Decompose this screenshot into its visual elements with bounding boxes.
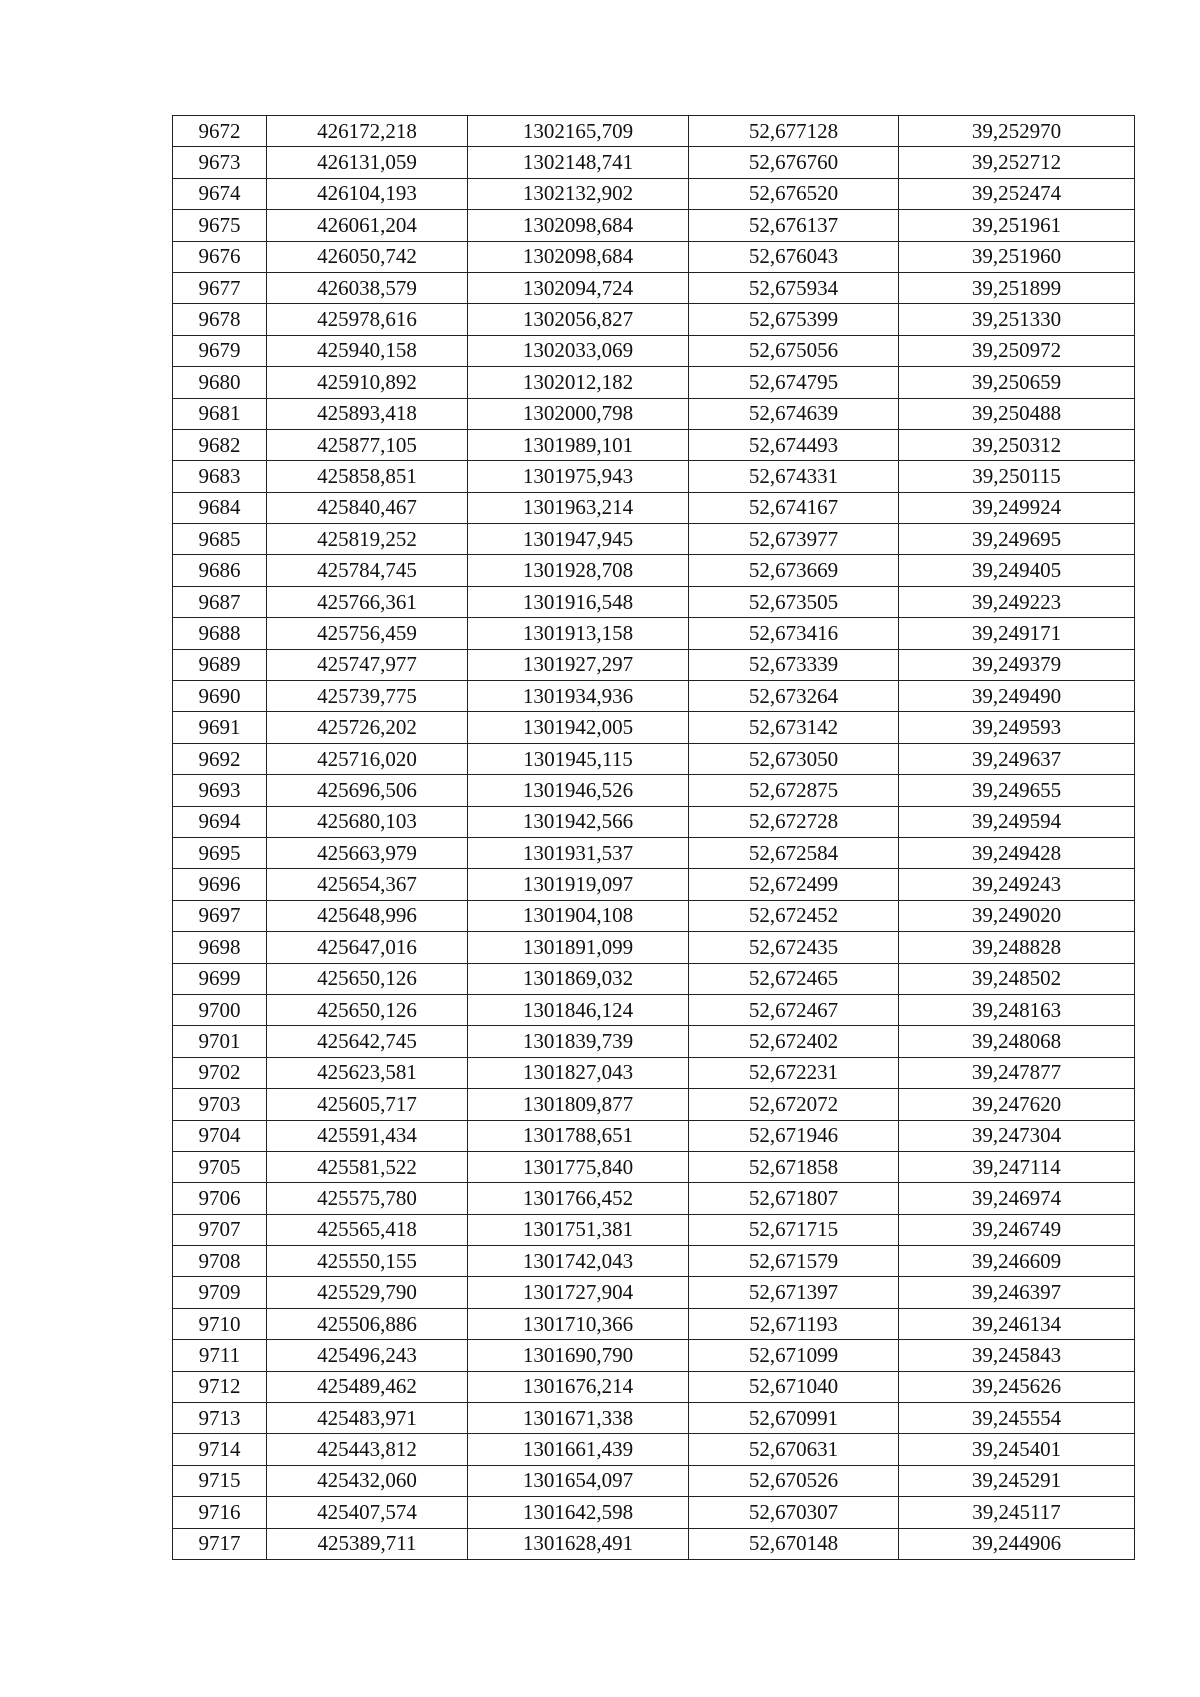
- latitude-cell: 52,673669: [689, 555, 899, 586]
- longitude-cell: 39,251899: [899, 272, 1135, 303]
- coordinates-table: [172, 115, 1135, 1560]
- x-coordinate-cell: 425893,418: [267, 398, 468, 429]
- table-row: [173, 900, 1135, 931]
- latitude-cell: 52,672728: [689, 806, 899, 837]
- x-coordinate-cell: 425766,361: [267, 586, 468, 617]
- y-coordinate-cell: 1302012,182: [468, 367, 689, 398]
- point-number-cell: 9706: [173, 1183, 267, 1214]
- longitude-cell: 39,248163: [899, 994, 1135, 1025]
- x-coordinate-cell: 425642,745: [267, 1026, 468, 1057]
- y-coordinate-cell: 1301913,158: [468, 618, 689, 649]
- y-coordinate-cell: 1302033,069: [468, 335, 689, 366]
- longitude-cell: 39,246134: [899, 1308, 1135, 1339]
- latitude-cell: 52,672467: [689, 994, 899, 1025]
- y-coordinate-cell: 1301963,214: [468, 492, 689, 523]
- x-coordinate-cell: 425877,105: [267, 429, 468, 460]
- table-row: [173, 210, 1135, 241]
- latitude-cell: 52,672875: [689, 775, 899, 806]
- table-row: [173, 335, 1135, 366]
- latitude-cell: 52,670991: [689, 1403, 899, 1434]
- x-coordinate-cell: 425565,418: [267, 1214, 468, 1245]
- point-number-cell: 9688: [173, 618, 267, 649]
- y-coordinate-cell: 1301928,708: [468, 555, 689, 586]
- longitude-cell: 39,250312: [899, 429, 1135, 460]
- table-row: [173, 461, 1135, 492]
- y-coordinate-cell: 1301946,526: [468, 775, 689, 806]
- longitude-cell: 39,247304: [899, 1120, 1135, 1151]
- point-number-cell: 9694: [173, 806, 267, 837]
- point-number-cell: 9678: [173, 304, 267, 335]
- point-number-cell: 9705: [173, 1151, 267, 1182]
- y-coordinate-cell: 1301775,840: [468, 1151, 689, 1182]
- latitude-cell: 52,672465: [689, 963, 899, 994]
- x-coordinate-cell: 426104,193: [267, 178, 468, 209]
- x-coordinate-cell: 425581,522: [267, 1151, 468, 1182]
- table-row: [173, 932, 1135, 963]
- point-number-cell: 9686: [173, 555, 267, 586]
- longitude-cell: 39,248502: [899, 963, 1135, 994]
- table-row: [173, 1528, 1135, 1559]
- x-coordinate-cell: 425407,574: [267, 1497, 468, 1528]
- y-coordinate-cell: 1302094,724: [468, 272, 689, 303]
- table-row: [173, 681, 1135, 712]
- x-coordinate-cell: 425819,252: [267, 524, 468, 555]
- longitude-cell: 39,245291: [899, 1465, 1135, 1496]
- point-number-cell: 9690: [173, 681, 267, 712]
- longitude-cell: 39,249594: [899, 806, 1135, 837]
- y-coordinate-cell: 1301919,097: [468, 869, 689, 900]
- point-number-cell: 9698: [173, 932, 267, 963]
- longitude-cell: 39,247114: [899, 1151, 1135, 1182]
- longitude-cell: 39,252970: [899, 116, 1135, 147]
- latitude-cell: 52,670526: [689, 1465, 899, 1496]
- latitude-cell: 52,671807: [689, 1183, 899, 1214]
- latitude-cell: 52,672452: [689, 900, 899, 931]
- table-row: [173, 1403, 1135, 1434]
- point-number-cell: 9695: [173, 837, 267, 868]
- table-row: [173, 492, 1135, 523]
- point-number-cell: 9710: [173, 1308, 267, 1339]
- point-number-cell: 9703: [173, 1089, 267, 1120]
- y-coordinate-cell: 1301927,297: [468, 649, 689, 680]
- table-row: [173, 963, 1135, 994]
- latitude-cell: 52,671858: [689, 1151, 899, 1182]
- latitude-cell: 52,673416: [689, 618, 899, 649]
- longitude-cell: 39,249020: [899, 900, 1135, 931]
- longitude-cell: 39,250115: [899, 461, 1135, 492]
- longitude-cell: 39,247620: [899, 1089, 1135, 1120]
- longitude-cell: 39,250488: [899, 398, 1135, 429]
- y-coordinate-cell: 1301654,097: [468, 1465, 689, 1496]
- point-number-cell: 9681: [173, 398, 267, 429]
- y-coordinate-cell: 1302098,684: [468, 210, 689, 241]
- latitude-cell: 52,672435: [689, 932, 899, 963]
- table-row: [173, 712, 1135, 743]
- latitude-cell: 52,676043: [689, 241, 899, 272]
- y-coordinate-cell: 1301809,877: [468, 1089, 689, 1120]
- y-coordinate-cell: 1301751,381: [468, 1214, 689, 1245]
- x-coordinate-cell: 425784,745: [267, 555, 468, 586]
- longitude-cell: 39,245843: [899, 1340, 1135, 1371]
- x-coordinate-cell: 426050,742: [267, 241, 468, 272]
- point-number-cell: 9699: [173, 963, 267, 994]
- latitude-cell: 52,673264: [689, 681, 899, 712]
- latitude-cell: 52,673339: [689, 649, 899, 680]
- point-number-cell: 9673: [173, 147, 267, 178]
- x-coordinate-cell: 425910,892: [267, 367, 468, 398]
- latitude-cell: 52,670307: [689, 1497, 899, 1528]
- x-coordinate-cell: 425756,459: [267, 618, 468, 649]
- table-row: [173, 1214, 1135, 1245]
- longitude-cell: 39,252712: [899, 147, 1135, 178]
- x-coordinate-cell: 425647,016: [267, 932, 468, 963]
- x-coordinate-cell: 425840,467: [267, 492, 468, 523]
- point-number-cell: 9672: [173, 116, 267, 147]
- x-coordinate-cell: 425739,775: [267, 681, 468, 712]
- point-number-cell: 9701: [173, 1026, 267, 1057]
- y-coordinate-cell: 1301727,904: [468, 1277, 689, 1308]
- longitude-cell: 39,251330: [899, 304, 1135, 335]
- point-number-cell: 9714: [173, 1434, 267, 1465]
- latitude-cell: 52,672499: [689, 869, 899, 900]
- latitude-cell: 52,674493: [689, 429, 899, 460]
- point-number-cell: 9675: [173, 210, 267, 241]
- x-coordinate-cell: 425858,851: [267, 461, 468, 492]
- table-row: [173, 555, 1135, 586]
- latitude-cell: 52,672072: [689, 1089, 899, 1120]
- table-row: [173, 524, 1135, 555]
- point-number-cell: 9687: [173, 586, 267, 617]
- x-coordinate-cell: 425726,202: [267, 712, 468, 743]
- longitude-cell: 39,245626: [899, 1371, 1135, 1402]
- longitude-cell: 39,252474: [899, 178, 1135, 209]
- x-coordinate-cell: 426038,579: [267, 272, 468, 303]
- longitude-cell: 39,250972: [899, 335, 1135, 366]
- latitude-cell: 52,671193: [689, 1308, 899, 1339]
- longitude-cell: 39,249695: [899, 524, 1135, 555]
- x-coordinate-cell: 425389,711: [267, 1528, 468, 1559]
- table-row: [173, 1465, 1135, 1496]
- x-coordinate-cell: 425496,243: [267, 1340, 468, 1371]
- y-coordinate-cell: 1301676,214: [468, 1371, 689, 1402]
- point-number-cell: 9682: [173, 429, 267, 460]
- table-row: [173, 367, 1135, 398]
- y-coordinate-cell: 1301975,943: [468, 461, 689, 492]
- table-row: [173, 806, 1135, 837]
- table-row: [173, 1497, 1135, 1528]
- x-coordinate-cell: 425605,717: [267, 1089, 468, 1120]
- point-number-cell: 9709: [173, 1277, 267, 1308]
- longitude-cell: 39,248068: [899, 1026, 1135, 1057]
- y-coordinate-cell: 1301766,452: [468, 1183, 689, 1214]
- longitude-cell: 39,248828: [899, 932, 1135, 963]
- longitude-cell: 39,249405: [899, 555, 1135, 586]
- latitude-cell: 52,676137: [689, 210, 899, 241]
- point-number-cell: 9680: [173, 367, 267, 398]
- y-coordinate-cell: 1301869,032: [468, 963, 689, 994]
- x-coordinate-cell: 425506,886: [267, 1308, 468, 1339]
- y-coordinate-cell: 1301947,945: [468, 524, 689, 555]
- y-coordinate-cell: 1301690,790: [468, 1340, 689, 1371]
- x-coordinate-cell: 425650,126: [267, 963, 468, 994]
- longitude-cell: 39,249171: [899, 618, 1135, 649]
- y-coordinate-cell: 1301931,537: [468, 837, 689, 868]
- table-row: [173, 1057, 1135, 1088]
- point-number-cell: 9717: [173, 1528, 267, 1559]
- y-coordinate-cell: 1302098,684: [468, 241, 689, 272]
- y-coordinate-cell: 1301916,548: [468, 586, 689, 617]
- y-coordinate-cell: 1301788,651: [468, 1120, 689, 1151]
- table-row: [173, 1340, 1135, 1371]
- table-row: [173, 1120, 1135, 1151]
- table-row: [173, 1246, 1135, 1277]
- y-coordinate-cell: 1301642,598: [468, 1497, 689, 1528]
- y-coordinate-cell: 1301942,566: [468, 806, 689, 837]
- longitude-cell: 39,251961: [899, 210, 1135, 241]
- table-row: [173, 775, 1135, 806]
- point-number-cell: 9707: [173, 1214, 267, 1245]
- point-number-cell: 9689: [173, 649, 267, 680]
- latitude-cell: 52,672402: [689, 1026, 899, 1057]
- table-row: [173, 1434, 1135, 1465]
- latitude-cell: 52,670631: [689, 1434, 899, 1465]
- table-row: [173, 869, 1135, 900]
- point-number-cell: 9716: [173, 1497, 267, 1528]
- x-coordinate-cell: 425550,155: [267, 1246, 468, 1277]
- latitude-cell: 52,671715: [689, 1214, 899, 1245]
- latitude-cell: 52,676760: [689, 147, 899, 178]
- point-number-cell: 9676: [173, 241, 267, 272]
- latitude-cell: 52,673977: [689, 524, 899, 555]
- x-coordinate-cell: 425529,790: [267, 1277, 468, 1308]
- x-coordinate-cell: 425432,060: [267, 1465, 468, 1496]
- point-number-cell: 9693: [173, 775, 267, 806]
- longitude-cell: 39,244906: [899, 1528, 1135, 1559]
- longitude-cell: 39,249243: [899, 869, 1135, 900]
- table-row: [173, 586, 1135, 617]
- y-coordinate-cell: 1301661,439: [468, 1434, 689, 1465]
- point-number-cell: 9711: [173, 1340, 267, 1371]
- latitude-cell: 52,671040: [689, 1371, 899, 1402]
- longitude-cell: 39,247877: [899, 1057, 1135, 1088]
- latitude-cell: 52,671397: [689, 1277, 899, 1308]
- x-coordinate-cell: 425940,158: [267, 335, 468, 366]
- y-coordinate-cell: 1302132,902: [468, 178, 689, 209]
- point-number-cell: 9677: [173, 272, 267, 303]
- x-coordinate-cell: 425489,462: [267, 1371, 468, 1402]
- x-coordinate-cell: 426172,218: [267, 116, 468, 147]
- longitude-cell: 39,249593: [899, 712, 1135, 743]
- table-row: [173, 649, 1135, 680]
- point-number-cell: 9713: [173, 1403, 267, 1434]
- table-row: [173, 1371, 1135, 1402]
- x-coordinate-cell: 425648,996: [267, 900, 468, 931]
- point-number-cell: 9692: [173, 743, 267, 774]
- y-coordinate-cell: 1301846,124: [468, 994, 689, 1025]
- longitude-cell: 39,246974: [899, 1183, 1135, 1214]
- latitude-cell: 52,671099: [689, 1340, 899, 1371]
- table-row: [173, 837, 1135, 868]
- x-coordinate-cell: 425680,103: [267, 806, 468, 837]
- x-coordinate-cell: 425747,977: [267, 649, 468, 680]
- y-coordinate-cell: 1302165,709: [468, 116, 689, 147]
- y-coordinate-cell: 1301904,108: [468, 900, 689, 931]
- y-coordinate-cell: 1301942,005: [468, 712, 689, 743]
- x-coordinate-cell: 426131,059: [267, 147, 468, 178]
- x-coordinate-cell: 425623,581: [267, 1057, 468, 1088]
- x-coordinate-cell: 425696,506: [267, 775, 468, 806]
- latitude-cell: 52,671946: [689, 1120, 899, 1151]
- table-row: [173, 994, 1135, 1025]
- point-number-cell: 9684: [173, 492, 267, 523]
- point-number-cell: 9712: [173, 1371, 267, 1402]
- latitude-cell: 52,675934: [689, 272, 899, 303]
- y-coordinate-cell: 1301839,739: [468, 1026, 689, 1057]
- y-coordinate-cell: 1302056,827: [468, 304, 689, 335]
- y-coordinate-cell: 1301742,043: [468, 1246, 689, 1277]
- longitude-cell: 39,246609: [899, 1246, 1135, 1277]
- latitude-cell: 52,674639: [689, 398, 899, 429]
- point-number-cell: 9679: [173, 335, 267, 366]
- x-coordinate-cell: 425650,126: [267, 994, 468, 1025]
- latitude-cell: 52,674795: [689, 367, 899, 398]
- longitude-cell: 39,249490: [899, 681, 1135, 712]
- table-row: [173, 398, 1135, 429]
- table-row: [173, 304, 1135, 335]
- y-coordinate-cell: 1301891,099: [468, 932, 689, 963]
- latitude-cell: 52,671579: [689, 1246, 899, 1277]
- longitude-cell: 39,245117: [899, 1497, 1135, 1528]
- longitude-cell: 39,250659: [899, 367, 1135, 398]
- latitude-cell: 52,672584: [689, 837, 899, 868]
- longitude-cell: 39,249924: [899, 492, 1135, 523]
- latitude-cell: 52,674167: [689, 492, 899, 523]
- latitude-cell: 52,676520: [689, 178, 899, 209]
- x-coordinate-cell: 425663,979: [267, 837, 468, 868]
- x-coordinate-cell: 425716,020: [267, 743, 468, 774]
- longitude-cell: 39,249655: [899, 775, 1135, 806]
- longitude-cell: 39,249428: [899, 837, 1135, 868]
- latitude-cell: 52,675056: [689, 335, 899, 366]
- point-number-cell: 9683: [173, 461, 267, 492]
- table-row: [173, 1308, 1135, 1339]
- point-number-cell: 9691: [173, 712, 267, 743]
- table-row: [173, 241, 1135, 272]
- latitude-cell: 52,673142: [689, 712, 899, 743]
- latitude-cell: 52,672231: [689, 1057, 899, 1088]
- table-row: [173, 147, 1135, 178]
- point-number-cell: 9708: [173, 1246, 267, 1277]
- longitude-cell: 39,246749: [899, 1214, 1135, 1245]
- x-coordinate-cell: 425978,616: [267, 304, 468, 335]
- point-number-cell: 9697: [173, 900, 267, 931]
- point-number-cell: 9696: [173, 869, 267, 900]
- latitude-cell: 52,673050: [689, 743, 899, 774]
- latitude-cell: 52,673505: [689, 586, 899, 617]
- y-coordinate-cell: 1301945,115: [468, 743, 689, 774]
- point-number-cell: 9674: [173, 178, 267, 209]
- latitude-cell: 52,677128: [689, 116, 899, 147]
- y-coordinate-cell: 1301628,491: [468, 1528, 689, 1559]
- longitude-cell: 39,249223: [899, 586, 1135, 617]
- table-row: [173, 1183, 1135, 1214]
- x-coordinate-cell: 425654,367: [267, 869, 468, 900]
- x-coordinate-cell: 425591,434: [267, 1120, 468, 1151]
- table-row: [173, 429, 1135, 460]
- y-coordinate-cell: 1301710,366: [468, 1308, 689, 1339]
- y-coordinate-cell: 1302148,741: [468, 147, 689, 178]
- point-number-cell: 9702: [173, 1057, 267, 1088]
- point-number-cell: 9704: [173, 1120, 267, 1151]
- point-number-cell: 9685: [173, 524, 267, 555]
- point-number-cell: 9700: [173, 994, 267, 1025]
- longitude-cell: 39,245554: [899, 1403, 1135, 1434]
- table-row: [173, 1151, 1135, 1182]
- table-row: [173, 618, 1135, 649]
- y-coordinate-cell: 1301671,338: [468, 1403, 689, 1434]
- latitude-cell: 52,675399: [689, 304, 899, 335]
- longitude-cell: 39,245401: [899, 1434, 1135, 1465]
- table-row: [173, 1026, 1135, 1057]
- latitude-cell: 52,670148: [689, 1528, 899, 1559]
- y-coordinate-cell: 1301934,936: [468, 681, 689, 712]
- table-row: [173, 178, 1135, 209]
- table-row: [173, 116, 1135, 147]
- longitude-cell: 39,251960: [899, 241, 1135, 272]
- point-number-cell: 9715: [173, 1465, 267, 1496]
- longitude-cell: 39,249379: [899, 649, 1135, 680]
- coordinates-table-body: [173, 116, 1135, 1560]
- x-coordinate-cell: 426061,204: [267, 210, 468, 241]
- y-coordinate-cell: 1301827,043: [468, 1057, 689, 1088]
- x-coordinate-cell: 425443,812: [267, 1434, 468, 1465]
- x-coordinate-cell: 425483,971: [267, 1403, 468, 1434]
- longitude-cell: 39,246397: [899, 1277, 1135, 1308]
- y-coordinate-cell: 1301989,101: [468, 429, 689, 460]
- x-coordinate-cell: 425575,780: [267, 1183, 468, 1214]
- table-row: [173, 272, 1135, 303]
- longitude-cell: 39,249637: [899, 743, 1135, 774]
- table-row: [173, 1277, 1135, 1308]
- y-coordinate-cell: 1302000,798: [468, 398, 689, 429]
- table-row: [173, 1089, 1135, 1120]
- latitude-cell: 52,674331: [689, 461, 899, 492]
- table-row: [173, 743, 1135, 774]
